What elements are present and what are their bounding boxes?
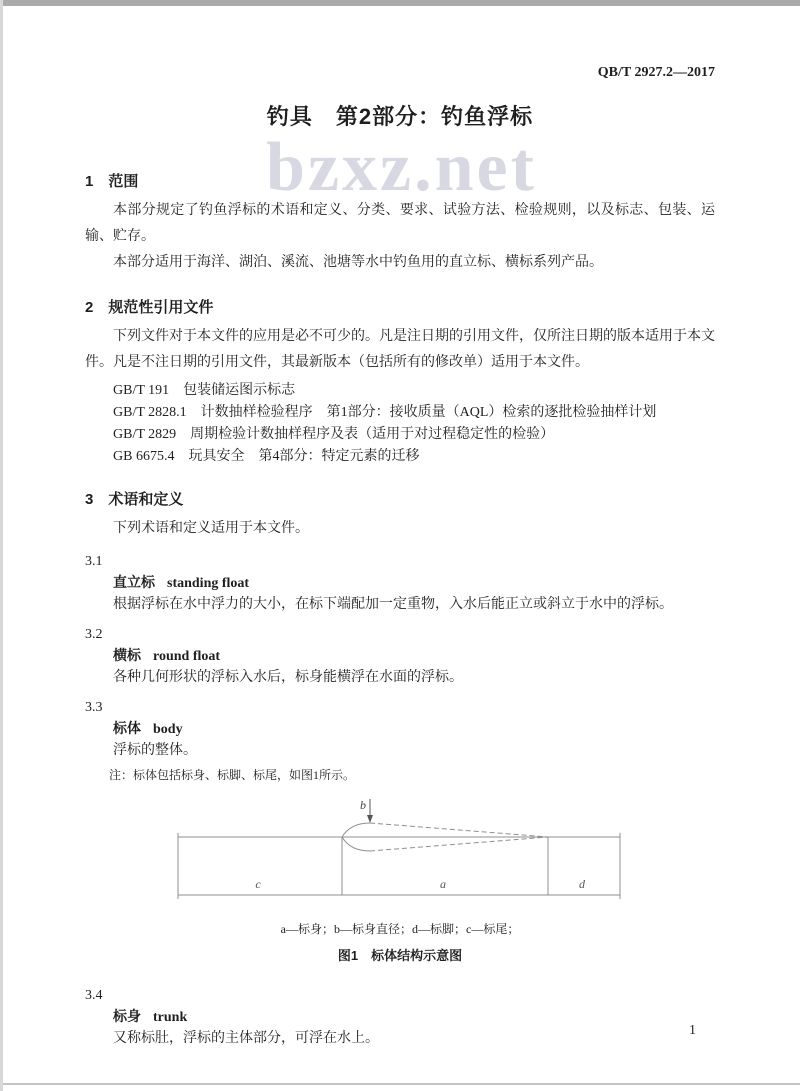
paragraph-terms-intro: 下列术语和定义适用于本文件。 (113, 521, 309, 536)
figure-label-b: b (360, 798, 366, 812)
term-number: 3.4 (85, 988, 103, 1003)
term-definition: 浮标的整体。 (113, 743, 197, 758)
dimension-arrowhead (367, 815, 373, 823)
term-title-zh: 标身 (113, 1008, 141, 1024)
scan-edge-bottom (3, 1083, 800, 1085)
term-number: 3.2 (85, 627, 103, 642)
reference-item: GB 6675.4 玩具安全 第4部分：特定元素的迁移 (113, 449, 420, 464)
watermark: bzxz.net (266, 129, 537, 206)
float-taper-top (370, 823, 548, 837)
float-taper-bottom (370, 837, 548, 851)
scan-edge-top (3, 0, 800, 6)
term-title-zh: 横标 (113, 647, 141, 663)
reference-item: GB/T 191 包装储运图示标志 (113, 383, 296, 398)
section-heading-normative: 2 规范性引用文件 (85, 299, 214, 316)
term-number: 3.3 (85, 700, 103, 715)
figure-legend: a—标身；b—标身直径；d—标脚；c—标尾； (280, 922, 520, 936)
paragraph-normative-intro: 下列文件对于本文件的应用是必不可少的。凡是注日期的引用文件，仅所注日期的版本适用于本文件。凡是不注日期的引用文件，其最新版本（包括所有的修改单）适用于本文件。 (85, 329, 715, 370)
reference-list (113, 380, 715, 468)
term-title-zh: 直立标 (113, 574, 155, 590)
term-title-en: body (153, 722, 183, 737)
document-content (85, 64, 715, 1049)
figure-label-a: a (440, 877, 446, 891)
figure-label-c: c (255, 877, 261, 891)
section-heading-terms: 3 术语和定义 (85, 491, 184, 508)
figure-label-d: d (579, 877, 585, 891)
float-outline-top (342, 823, 370, 837)
paragraph-scope-2: 本部分适用于海洋、湖泊、溪流、池塘等水中钓鱼用的直立标、横标系列产品。 (113, 255, 603, 270)
term-title-en: standing float (167, 576, 250, 591)
figure-caption: 图1 标体结构示意图 (337, 948, 463, 963)
reference-item: GB/T 2828.1 计数抽样检验程序 第1部分：接收质量（AQL）检索的逐批检验抽样计划 (113, 405, 657, 420)
term-title (113, 719, 715, 739)
term-definition: 根据浮标在水中浮力的大小，在标下端配加一定重物，入水后能正立或斜立于水中的浮标。 (113, 597, 673, 612)
figure-1 (85, 791, 715, 966)
section-heading-scope: 1 范围 (85, 173, 139, 190)
term-title-en: round float (153, 649, 221, 664)
term-title-zh: 标体 (113, 720, 141, 736)
paragraph-scope-1: 本部分规定了钓鱼浮标的术语和定义、分类、要求、试验方法、检验规则，以及标志、包装、运输、贮存。 (85, 203, 715, 244)
term-title-en: trunk (153, 1010, 188, 1025)
term-title (113, 1007, 715, 1027)
term-definition: 各种几何形状的浮标入水后，标身能横浮在水面的浮标。 (113, 670, 463, 685)
page-title: 钓具 第2部分：钓鱼浮标 (266, 104, 534, 129)
float-outline-bottom (342, 837, 370, 851)
figure-diagram (170, 791, 630, 909)
term-note: 注：标体包括标身、标脚、标尾，如图1所示。 (109, 768, 356, 782)
page-number: 1 (689, 1023, 696, 1038)
term-title (113, 573, 715, 593)
term-definition: 又称标肚，浮标的主体部分，可浮在水上。 (113, 1031, 379, 1046)
reference-item: GB/T 2829 周期检验计数抽样程序及表（适用于对过程稳定性的检验） (113, 427, 555, 442)
doc-number: QB/T 2927.2—2017 (597, 65, 715, 80)
term-number: 3.1 (85, 554, 103, 569)
term-title (113, 646, 715, 666)
